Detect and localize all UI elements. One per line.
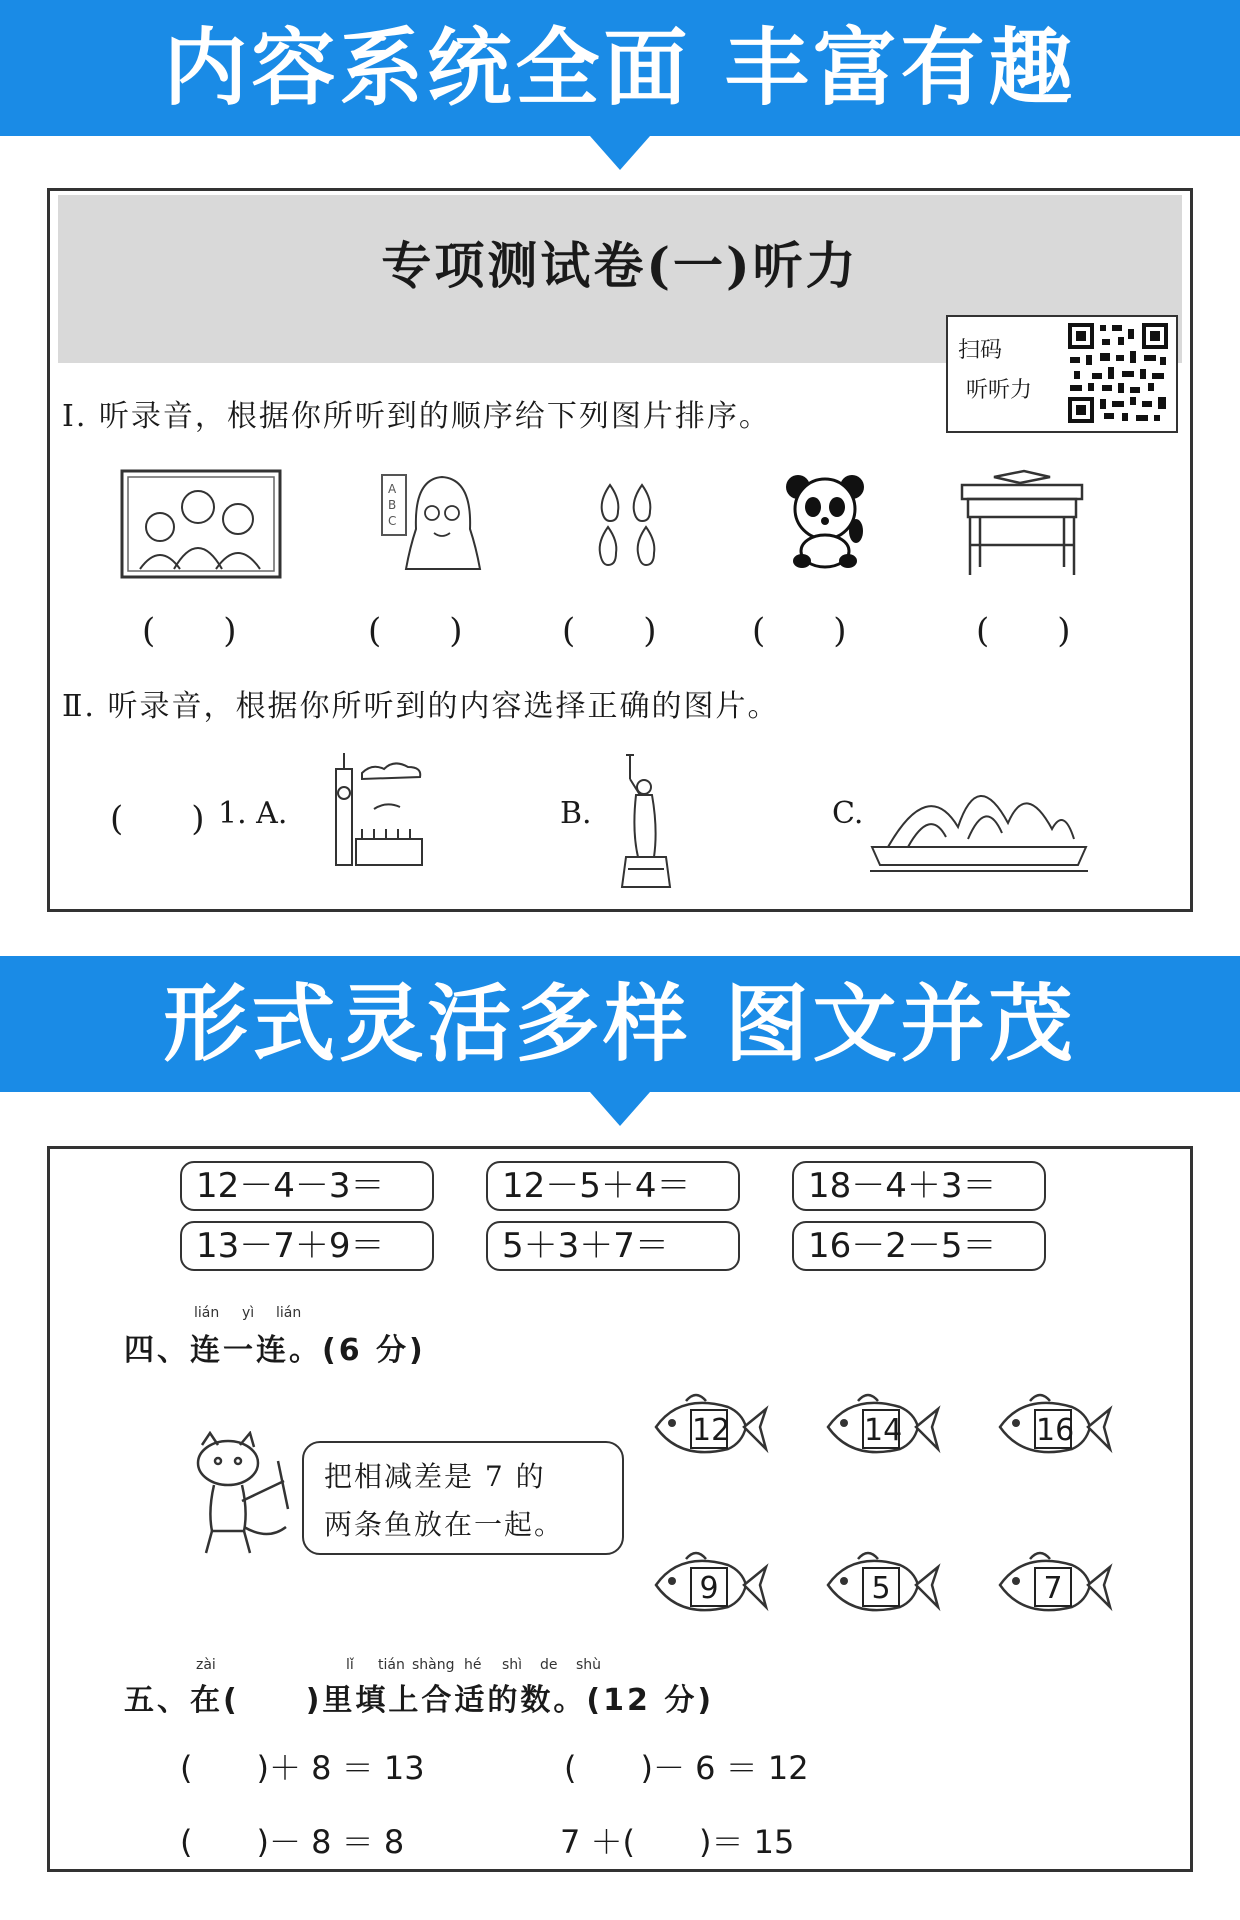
svg-text:B: B — [388, 498, 397, 512]
pinyin: lián — [276, 1305, 302, 1321]
fill-equation-1[interactable]: ( )＋ 8 ＝ 13 — [180, 1749, 425, 1787]
fish-card[interactable] — [822, 1545, 942, 1625]
sydney-opera-house-icon — [868, 767, 1090, 877]
option-b: B. — [560, 796, 592, 831]
fish-number: 5 — [862, 1567, 900, 1607]
pinyin: hé — [464, 1657, 482, 1673]
banner-top — [0, 0, 1240, 136]
qr-label-2: 听听力 — [966, 378, 1033, 403]
banner-title: 内容系统全面 丰富有趣 — [163, 19, 1077, 117]
equation-box: 16－2－5＝ — [792, 1221, 1046, 1271]
fish-card[interactable] — [994, 1545, 1114, 1625]
fish-card[interactable] — [650, 1387, 770, 1467]
answer-paren-q2[interactable]: ( ) — [110, 799, 205, 839]
speech-bubble — [302, 1441, 624, 1555]
equation-box: 12－4－3＝ — [180, 1161, 434, 1211]
pinyin: shì — [502, 1657, 523, 1673]
qr-box[interactable] — [946, 315, 1178, 433]
banner-notch-2 — [590, 1092, 650, 1126]
pinyin: de — [540, 1657, 558, 1673]
fish-number: 14 — [862, 1409, 900, 1449]
answer-paren-2[interactable]: ( ) — [368, 611, 463, 651]
equation-box: 5＋3＋7＝ — [486, 1221, 740, 1271]
desk-icon — [958, 467, 1086, 579]
question-1: Ⅰ. 听录音，根据你所听到的顺序给下列图片排序。 — [62, 399, 771, 434]
equation-box: 12－5＋4＝ — [486, 1161, 740, 1211]
fish-number: 7 — [1034, 1567, 1072, 1607]
equation-box: 13－7＋9＝ — [180, 1221, 434, 1271]
fish-number: 16 — [1034, 1409, 1072, 1449]
banner-title-2: 形式灵活多样 图文并茂 — [163, 975, 1077, 1073]
fill-equation-3[interactable]: ( )－ 8 ＝ 8 — [180, 1823, 405, 1861]
pears-icon — [590, 481, 670, 571]
qr-label-1: 扫码 — [958, 338, 1003, 363]
answer-paren-4[interactable]: ( ) — [752, 611, 847, 651]
big-ben-icon — [322, 749, 428, 869]
statue-of-liberty-icon — [616, 751, 678, 891]
family-photo-icon — [120, 469, 284, 581]
q2-item-1: 1. A. — [218, 796, 288, 831]
fish-card[interactable] — [650, 1545, 770, 1625]
panda-icon — [780, 471, 870, 571]
fish-number: 12 — [690, 1409, 728, 1449]
fish-number: 9 — [690, 1567, 728, 1607]
fill-equation-4[interactable]: 7 ＋( )＝ 15 — [560, 1823, 795, 1861]
pinyin: shàng — [412, 1657, 455, 1673]
section-5-title: 五、在( )里填上合适的数。(12 分) — [124, 1683, 715, 1718]
math-worksheet-panel — [47, 1146, 1193, 1872]
pinyin: lǐ — [346, 1657, 354, 1673]
speech-line-2: 两条鱼放在一起。 — [324, 1508, 565, 1541]
fish-card[interactable] — [994, 1387, 1114, 1467]
banner-bottom — [0, 956, 1240, 1092]
pinyin: shù — [576, 1657, 602, 1673]
teacher-icon — [380, 469, 492, 573]
svg-text:A: A — [388, 482, 397, 496]
qr-code-icon — [1066, 321, 1170, 425]
fill-equation-2[interactable]: ( )－ 6 ＝ 12 — [564, 1749, 809, 1787]
listening-test-panel — [47, 188, 1193, 912]
cat-icon — [188, 1431, 298, 1561]
speech-line-1: 把相减差是 7 的 — [324, 1460, 546, 1493]
answer-paren-3[interactable]: ( ) — [562, 611, 657, 651]
section-4-title: 四、连一连。(6 分) — [124, 1333, 426, 1368]
pinyin: tián — [378, 1657, 405, 1673]
equation-box: 18－4＋3＝ — [792, 1161, 1046, 1211]
svg-text:C: C — [388, 514, 397, 528]
question-2: Ⅱ. 听录音，根据你所听到的内容选择正确的图片。 — [62, 689, 780, 724]
banner-notch — [590, 136, 650, 170]
pinyin: lián — [194, 1305, 220, 1321]
fish-card[interactable] — [822, 1387, 942, 1467]
pinyin: yì — [242, 1305, 255, 1321]
answer-paren-5[interactable]: ( ) — [976, 611, 1071, 651]
answer-paren-1[interactable]: ( ) — [142, 611, 237, 651]
pinyin: zài — [196, 1657, 216, 1673]
option-c: C. — [832, 796, 864, 831]
test-title: 专项测试卷(一)听力 — [381, 236, 859, 295]
